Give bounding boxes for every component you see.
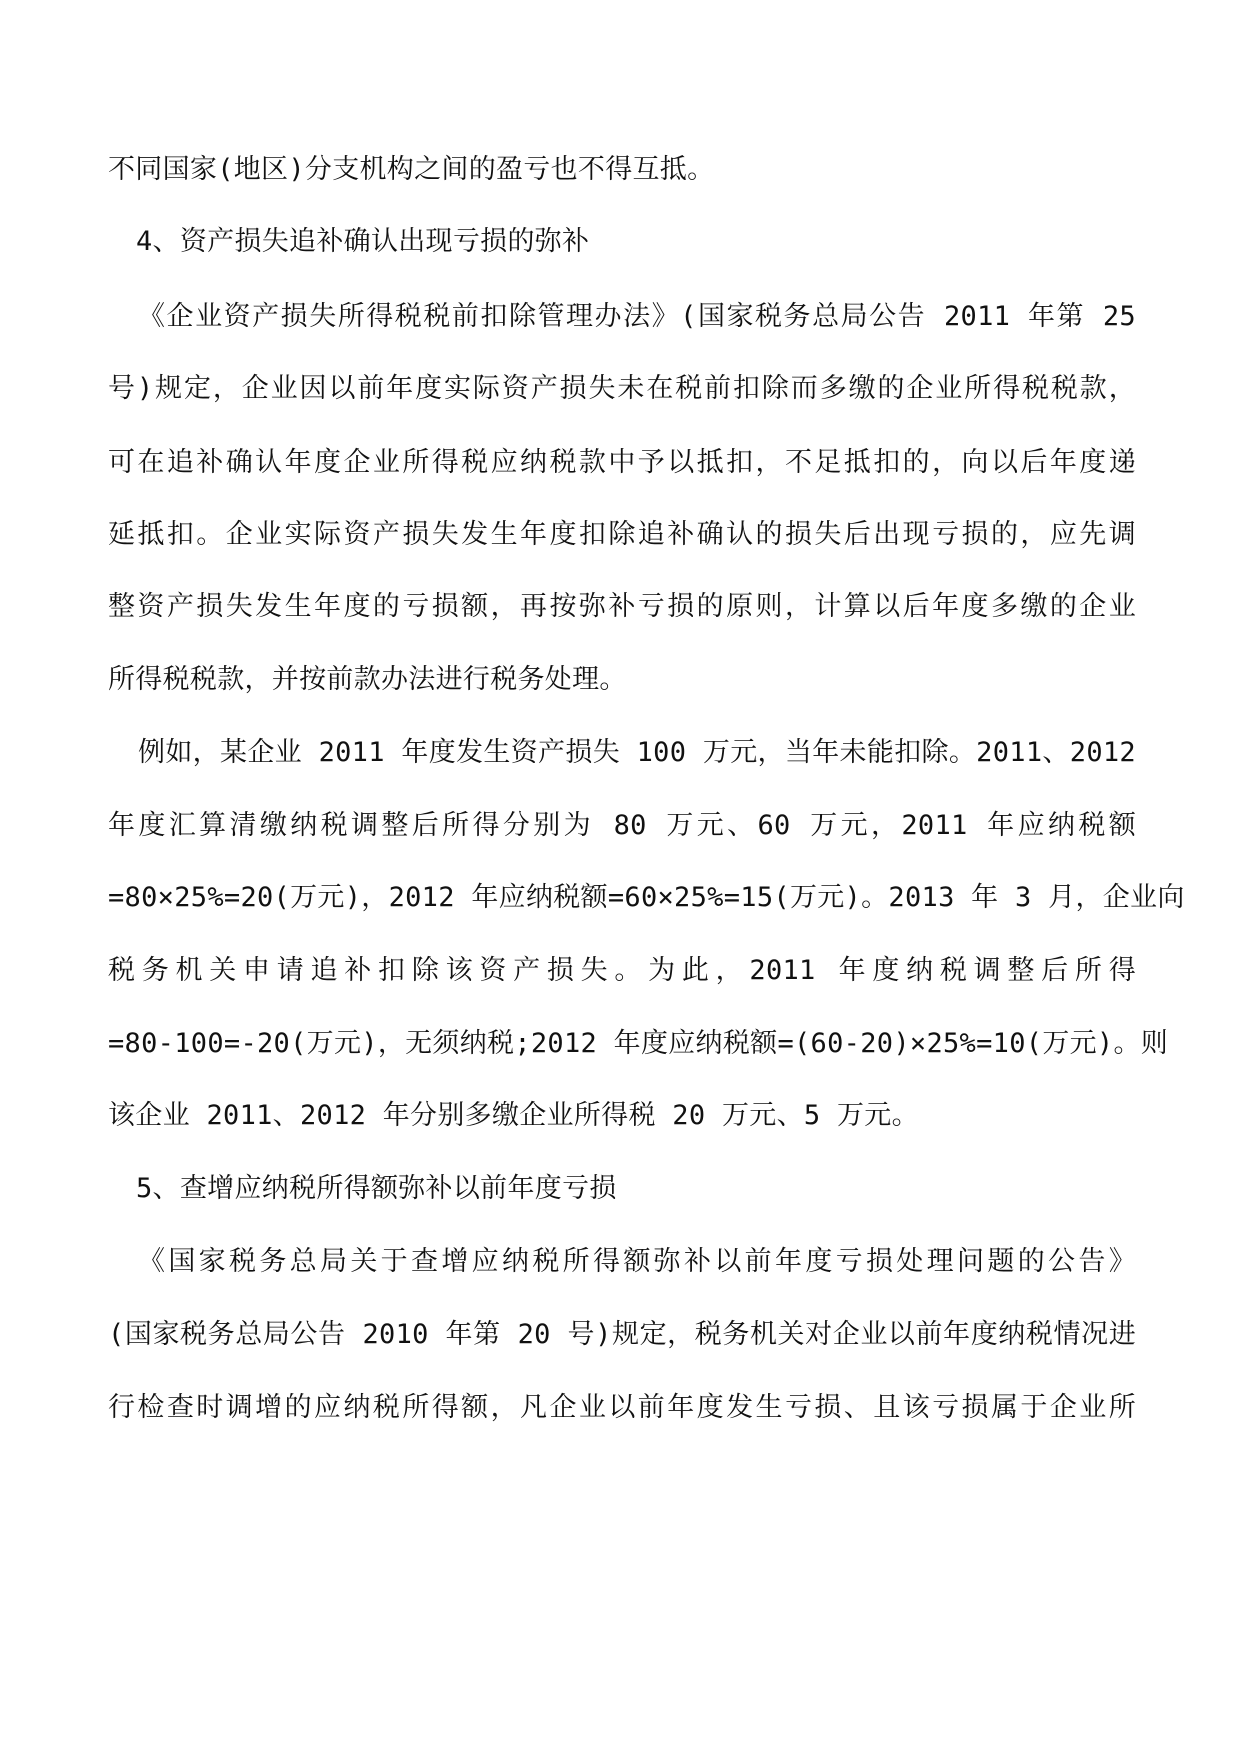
paragraph-line: 不同国家(地区)分支机构之间的盈亏也不得互抵。 [108, 154, 715, 185]
paragraph-line: =80×25%=20(万元)，2012 年应纳税额=60×25%=15(万元)。2013 年 3 月，企业向 [108, 882, 1185, 913]
paragraph-line: 延抵扣。企业实际资产损失发生年度扣除追补确认的损失后出现亏损的，应先调 [108, 519, 1136, 550]
paragraph-line: 年度汇算清缴纳税调整后所得分别为 80 万元、60 万元，2011 年应纳税额 [108, 810, 1136, 841]
paragraph-line: 《企业资产损失所得税税前扣除管理办法》(国家税务总局公告 2011 年第 25 [138, 301, 1136, 332]
paragraph-line: 该企业 2011、2012 年分别多缴企业所得税 20 万元、5 万元。 [108, 1100, 919, 1131]
paragraph-line: (国家税务总局公告 2010 年第 20 号)规定，税务机关对企业以前年度纳税情况进 [108, 1319, 1136, 1350]
section-heading: 5、查增应纳税所得额弥补以前年度亏损 [136, 1173, 617, 1204]
paragraph-line: 税务机关申请追补扣除该资产损失。为此，2011 年度纳税调整后所得 [108, 955, 1136, 986]
paragraph-line: 行检查时调增的应纳税所得额，凡企业以前年度发生亏损、且该亏损属于企业所 [108, 1392, 1136, 1423]
paragraph-line: =80-100=-20(万元)，无须纳税;2012 年度应纳税额=(60-20)×25%=10(万元)。则 [108, 1028, 1169, 1059]
paragraph-line: 所得税税款，并按前款办法进行税务处理。 [108, 664, 627, 695]
paragraph-line: 整资产损失发生年度的亏损额，再按弥补亏损的原则，计算以后年度多缴的企业 [108, 591, 1136, 622]
paragraph-line: 可在追补确认年度企业所得税应纳税款中予以抵扣，不足抵扣的，向以后年度递 [108, 447, 1136, 478]
paragraph-line: 《国家税务总局关于查增应纳税所得额弥补以前年度亏损处理问题的公告》 [138, 1246, 1136, 1277]
paragraph-line: 号)规定，企业因以前年度实际资产损失未在税前扣除而多缴的企业所得税税款， [108, 373, 1136, 404]
section-heading: 4、资产损失追补确认出现亏损的弥补 [136, 226, 590, 257]
paragraph-line: 例如，某企业 2011 年度发生资产损失 100 万元，当年未能扣除。2011、2012 [138, 737, 1136, 768]
